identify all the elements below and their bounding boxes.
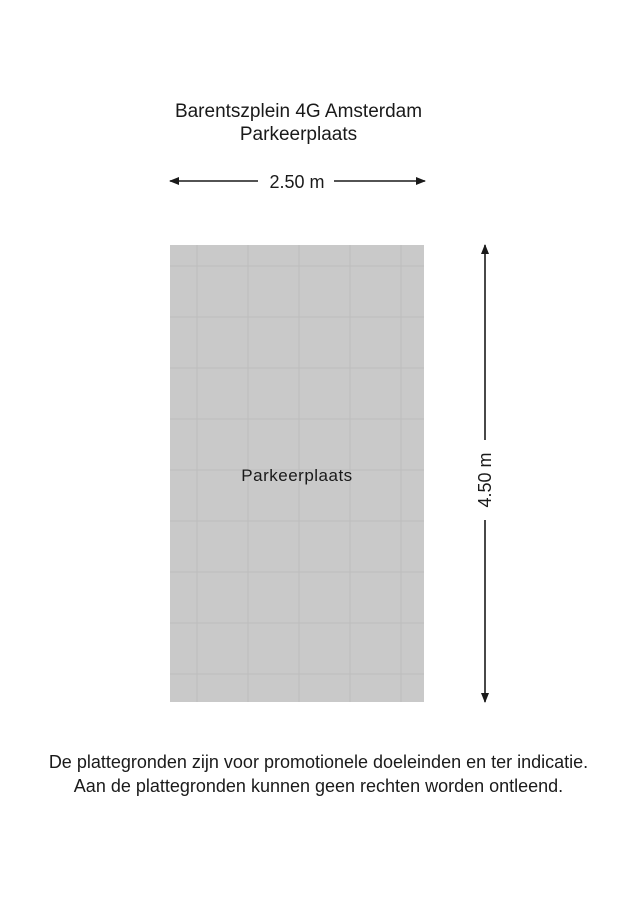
height-label: 4.50 m <box>475 452 495 508</box>
disclaimer-line-1: De plattegronden zijn voor promotionele doeleinden en ter indicatie. <box>48 752 589 772</box>
floor-title: Parkeerplaats <box>239 124 358 145</box>
height-dimension <box>475 245 495 702</box>
parking-space <box>170 245 424 702</box>
room-label: Parkeerplaats <box>241 466 353 485</box>
disclaimer <box>0 750 637 798</box>
disclaimer-line-2: Aan de plattegronden kunnen geen rechten worden ontleend. <box>73 776 564 796</box>
width-dimension <box>170 172 425 192</box>
address-title: Barentszplein 4G Amsterdam <box>174 101 423 122</box>
width-label: 2.50 m <box>269 172 325 192</box>
